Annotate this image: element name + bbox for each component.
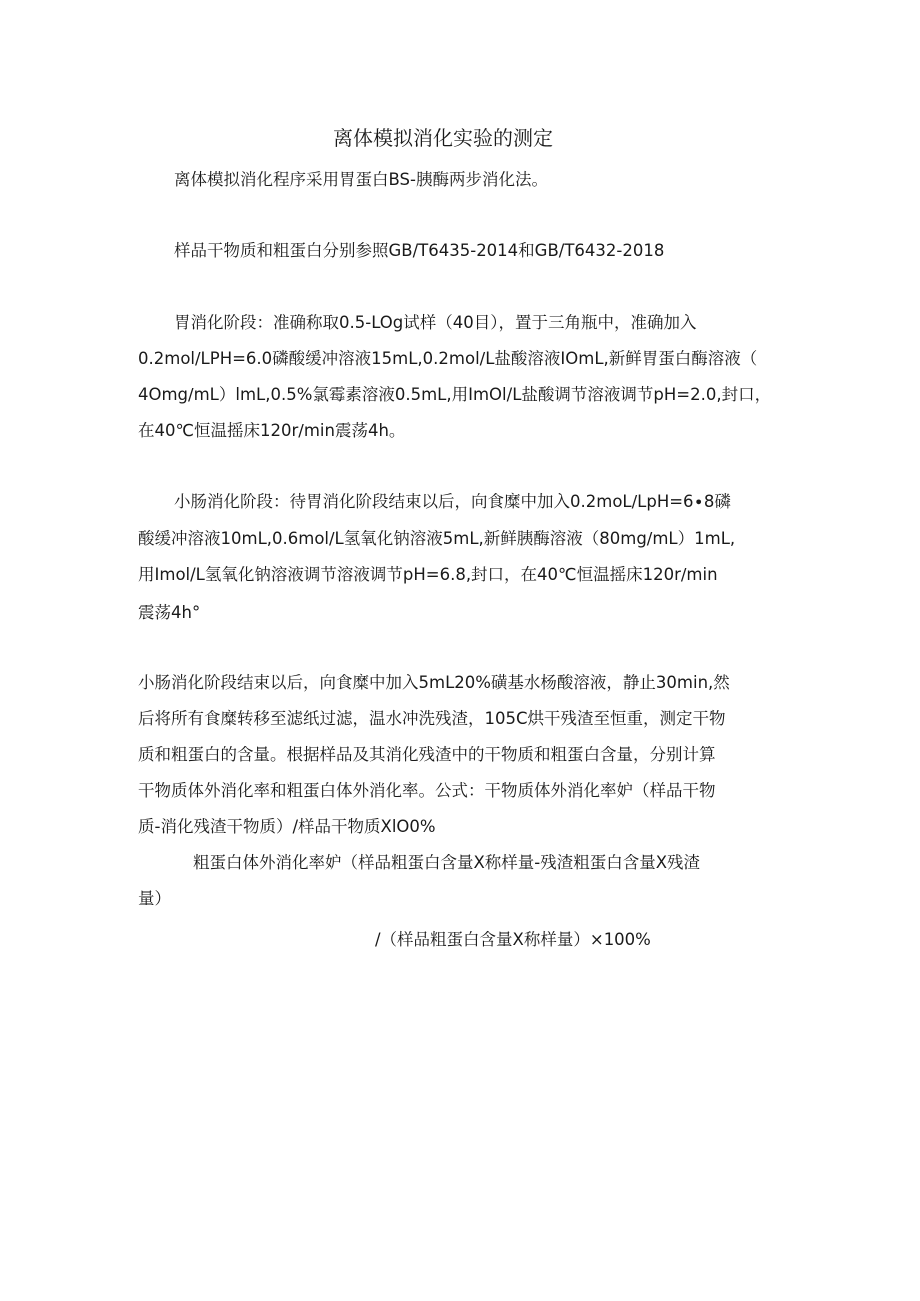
paragraph-line: 酸缓冲溶液10mL,0.6mol∕L氢氧化钠溶液5mL,新鲜胰酶溶液（80mg∕mL）1mL, (138, 529, 736, 548)
paragraph-line: 4Omg∕mL）lmL,0.5%氯霉素溶液0.5mL,用ImOl/L盐酸调节溶液调节pH=2.0,封口， (138, 385, 772, 404)
intro-paragraph: 离体模拟消化程序采用胃蛋白BS-胰酶两步消化法。 (174, 170, 548, 189)
paragraph-line: 干物质体外消化率和粗蛋白体外消化率。公式：干物质体外消化率妒（样品干物 (138, 781, 716, 800)
paragraph-line: 小肠消化阶段：待胃消化阶段结束以后，向食糜中加入0.2moL∕LpH=6∙8磷 (174, 492, 731, 511)
paragraph-line: 在40℃恒温摇床120r∕min震荡4h。 (138, 421, 406, 440)
paragraph-line: 质-消化残渣干物质）/样品干物质XlO0% (138, 817, 436, 836)
paragraph-line: 后将所有食糜转移至滤纸过滤，温水冲洗残渣，105C烘干残渣至恒重，测定干物 (138, 709, 726, 728)
paragraph-line: 0.2mol∕LPH=6.0磷酸缓冲溶液15mL,0.2mol∕L盐酸溶液IOmL,新鲜胃蛋白酶溶液（ (138, 349, 758, 368)
paragraph-line: 质和粗蛋白的含量。根据样品及其消化残渣中的干物质和粗蛋白含量，分别计算 (138, 745, 716, 764)
reference-paragraph: 样品干物质和粗蛋白分别参照GB/T6435-2014和GB/T6432-2018 (174, 241, 665, 260)
paragraph-line: 用Imol/L氢氧化钠溶液调节溶液调节pH=6.8,封口，在40℃恒温摇床120r∕min (138, 565, 718, 584)
formula-line: 粗蛋白体外消化率妒（样品粗蛋白含量X称样量-残渣粗蛋白含量X残渣 (193, 853, 701, 872)
paragraph-line: 震荡4h° (138, 603, 201, 622)
document-title: 离体模拟消化实验的测定 (333, 126, 553, 150)
formula-line: /（样品粗蛋白含量X称样量）×100% (375, 930, 651, 949)
paragraph-line: 胃消化阶段：准确称取0.5-LOg试样（40目），置于三角瓶中，准确加入 (174, 313, 697, 332)
formula-line: 量） (138, 889, 171, 908)
paragraph-line: 小肠消化阶段结束以后，向食糜中加入5mL20%磺基水杨酸溶液，静止30min,然 (138, 673, 730, 692)
